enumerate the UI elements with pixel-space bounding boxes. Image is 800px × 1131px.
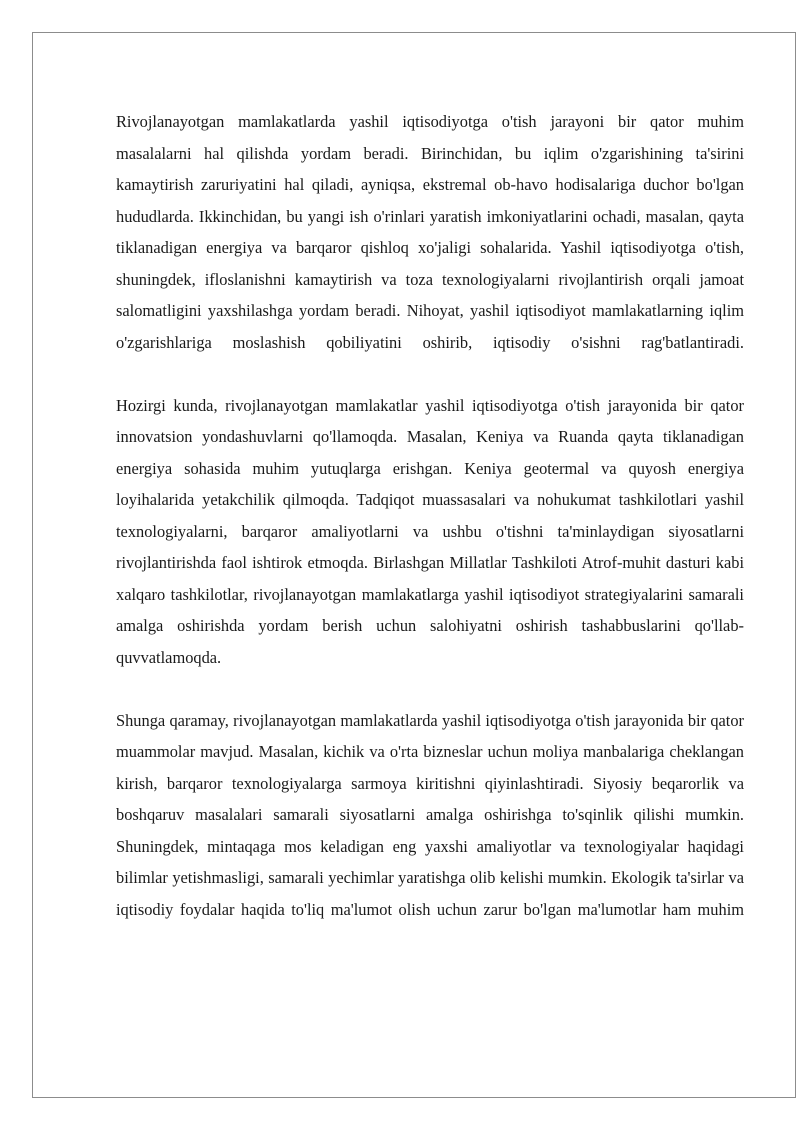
document-body — [116, 106, 744, 925]
document-page — [32, 32, 796, 1098]
paragraph-3: Shunga qaramay, rivojlanayotgan mamlakatlarda yashil iqtisodiyotga o'tish jarayonida bir qator muammolar mavjud. Masalan, kichik va o'rta bizneslar uchun moliya manbalariga cheklangan kirish, barqaror texnologiyalarga sarmoya kiritishni qiyinlashtiradi. Siyosiy beqarorlik va boshqaruv masalalari samarali siyosatlarni amalga oshirishga to'sqinlik qilishi mumkin. Shuningdek, mintaqaga mos keladigan eng yaxshi amaliyotlar va texnologiyalar haqidagi bilimlar yetishmasligi, samarali yechimlar yaratishga olib kelishi mumkin. Ekologik ta'sirlar va iqtisodiy foydalar haqida to'liq ma'lumot olish uchun zarur bo'lgan ma'lumotlar ham muhim — [116, 710, 744, 919]
paragraph-2: Hozirgi kunda, rivojlanayotgan mamlakatlar yashil iqtisodiyotga o'tish jarayonida bir qator innovatsion yondashuvlarni qo'llamoqda. Masalan, Keniya va Ruanda qayta tiklanadigan energiya sohasida muhim yutuqlarga erishgan. Keniya geotermal va quyosh energiya loyihalarida yetakchilik qilmoqda. Tadqiqot muassasalari va nohukumat tashkilotlari yashil texnologiyalarni, barqaror amaliyotlarni va ushbu o'tishni ta'minlaydigan siyosatlarni rivojlantirishda faol ishtirok etmoqda. Birlashgan Millatlar Tashkiloti Atrof-muhit dasturi kabi xalqaro tashkilotlar, rivojlanayotgan mamlakatlarga yashil iqtisodiyot strategiyalarini samarali amalga oshirishda yordam berish uchun salohiyatni oshirish tashabbuslarini qo'llab-quvvatlamoqda. — [116, 395, 744, 667]
paragraph-1: Rivojlanayotgan mamlakatlarda yashil iqtisodiyotga o'tish jarayoni bir qator muhim masalalarni hal qilishda yordam beradi. Birinchidan, bu iqlim o'zgarishining ta'sirini kamaytirish zaruriyatini hal qiladi, ayniqsa, ekstremal ob-havo hodisalariga duchor bo'lgan hududlarda. Ikkinchidan, bu yangi ish o'rinlari yaratish imkoniyatlarini ochadi, masalan, qayta tiklanadigan energiya va barqaror qishloq xo'jaligi sohalarida. Yashil iqtisodiyotga o'tish, shuningdek, ifloslanishni kamaytirish va toza texnologiyalarni rivojlantirish orqali jamoat salomatligini yaxshilashga yordam beradi. Nihoyat, yashil iqtisodiyot mamlakatlarning iqlim o'zgarishlariga moslashish qobiliyatini oshirib, iqtisodiy o'sishni rag'batlantiradi. — [116, 112, 744, 352]
